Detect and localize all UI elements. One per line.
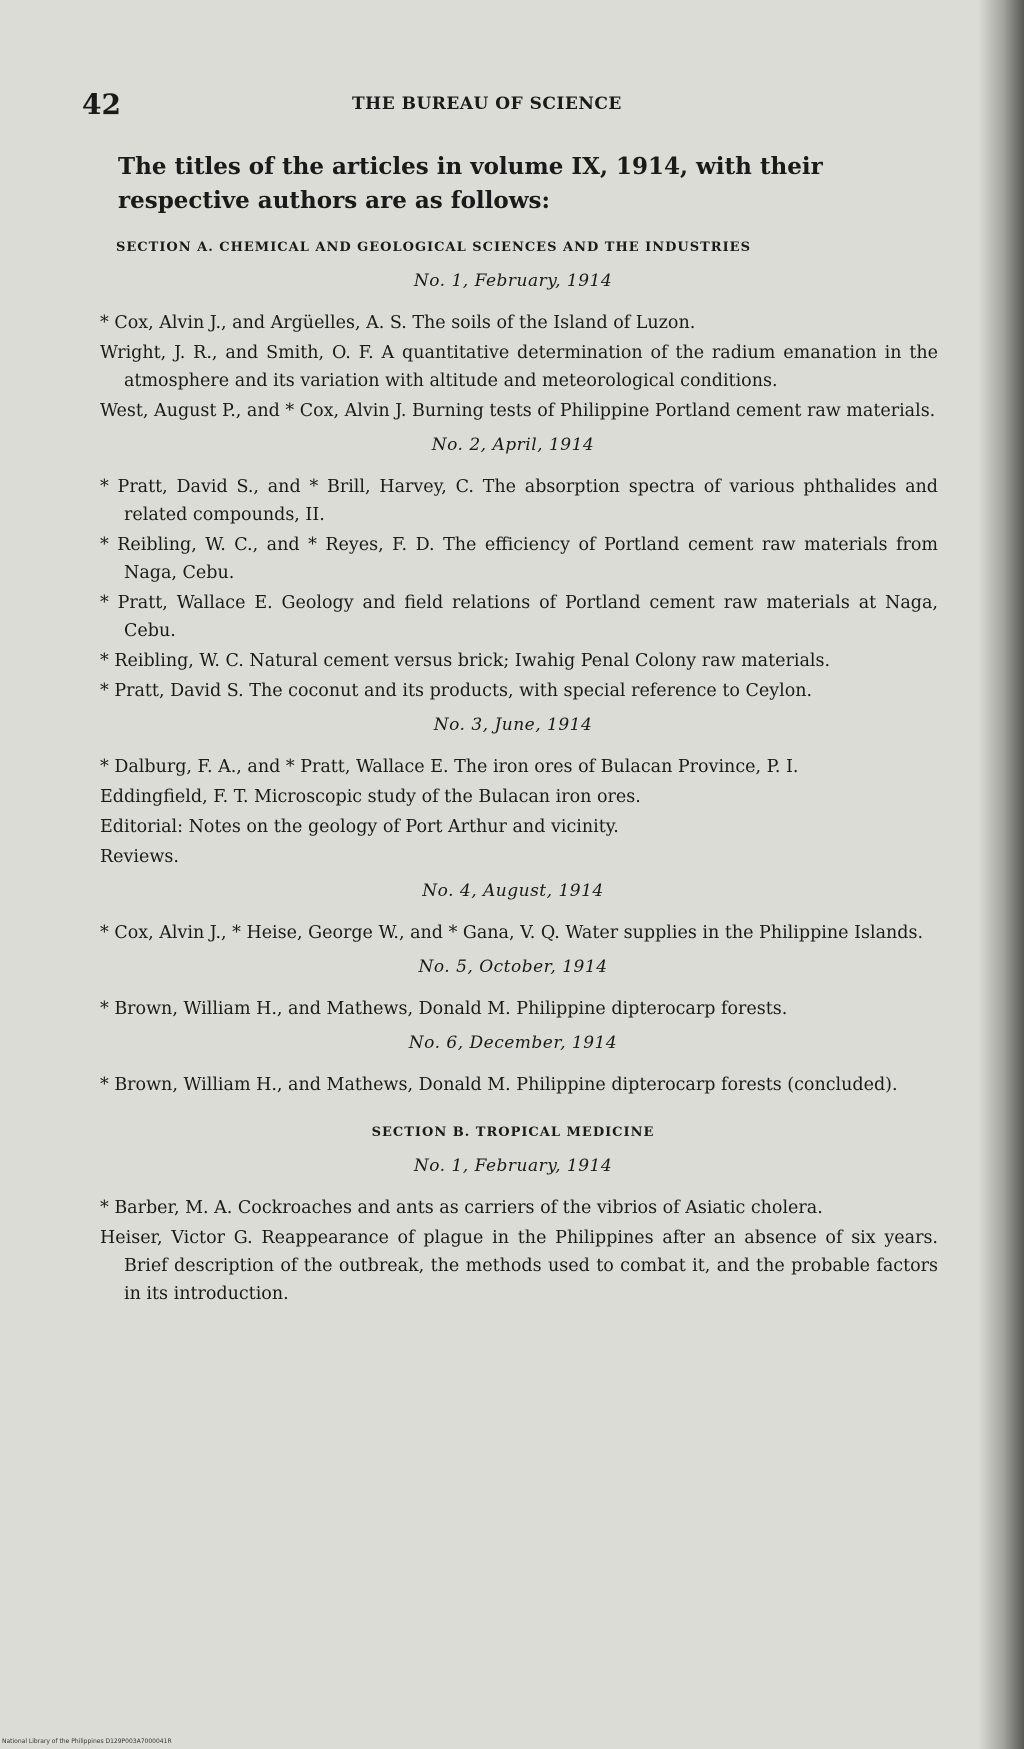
section-a-heading: SECTION A. CHEMICAL AND GEOLOGICAL SCIENCES AND THE INDUSTRIES [116, 240, 751, 255]
article-entry: Eddingfield, F. T. Microscopic study of the Bulacan iron ores. [100, 787, 641, 807]
issue-heading: No. 3, June, 1914 [433, 715, 593, 735]
article-entry: * Pratt, David S. The coconut and its products, with special reference to Ceylon. [100, 681, 813, 701]
scan-footer: National Library of the Philippines D129P003A7000041R [2, 1738, 172, 1745]
issue-heading: No. 6, December, 1914 [408, 1033, 618, 1053]
issue-heading: No. 1, February, 1914 [413, 1156, 613, 1176]
page-header [82, 88, 942, 128]
page-number: 42 [82, 88, 121, 121]
article-entry: Wright, J. R., and Smith, O. F. A quantitative determination of the radium emanation in the atmosphere and its variation with altitude and meteorological conditions. [100, 343, 938, 391]
article-entry: * Reibling, W. C. Natural cement versus brick; Iwahig Penal Colony raw materials. [100, 651, 831, 671]
article-entry: * Brown, William H., and Mathews, Donald M. Philippine dipterocarp forests (concluded). [100, 1075, 898, 1095]
section-b-heading: SECTION B. TROPICAL MEDICINE [371, 1125, 655, 1140]
page-edge-shadow [978, 0, 1024, 1749]
section-b [88, 1156, 938, 1308]
intro-paragraph: The titles of the articles in volume IX, 1914, with their respective authors are as follows: [118, 153, 823, 214]
issue-heading: No. 5, October, 1914 [418, 957, 608, 977]
article-entry: * Pratt, David S., and * Brill, Harvey, C. The absorption spectra of various phthalides and related compounds, II. [100, 477, 938, 525]
article-entry: * Barber, M. A. Cockroaches and ants as carriers of the vibrios of Asiatic cholera. [100, 1198, 823, 1218]
article-entry: Heiser, Victor G. Reappearance of plague in the Philippines after an absence of six years. Brief description of the outbreak, the methods used to combat it, and the probable factors in its introduction. [100, 1228, 938, 1304]
article-entry: * Pratt, Wallace E. Geology and field relations of Portland cement raw materials at Naga, Cebu. [100, 593, 938, 641]
issue-heading: No. 1, February, 1914 [413, 271, 613, 291]
section-a [88, 271, 938, 1099]
article-entry: * Brown, William H., and Mathews, Donald M. Philippine dipterocarp forests. [100, 999, 788, 1019]
article-entry: * Cox, Alvin J., and Argüelles, A. S. The soils of the Island of Luzon. [100, 313, 696, 333]
article-entry: West, August P., and * Cox, Alvin J. Burning tests of Philippine Portland cement raw materials. [100, 401, 936, 421]
running-head: THE BUREAU OF SCIENCE [352, 94, 622, 114]
page-body [88, 150, 938, 1310]
article-entry: Reviews. [100, 847, 179, 867]
article-entry: * Cox, Alvin J., * Heise, George W., and * Gana, V. Q. Water supplies in the Philippine Islands. [100, 923, 924, 943]
issue-heading: No. 4, August, 1914 [422, 881, 604, 901]
article-entry: * Reibling, W. C., and * Reyes, F. D. The efficiency of Portland cement raw materials from Naga, Cebu. [100, 535, 938, 583]
issue-heading: No. 2, April, 1914 [431, 435, 595, 455]
article-entry: Editorial: Notes on the geology of Port Arthur and vicinity. [100, 817, 619, 837]
article-entry: * Dalburg, F. A., and * Pratt, Wallace E. The iron ores of Bulacan Province, P. I. [100, 757, 799, 777]
